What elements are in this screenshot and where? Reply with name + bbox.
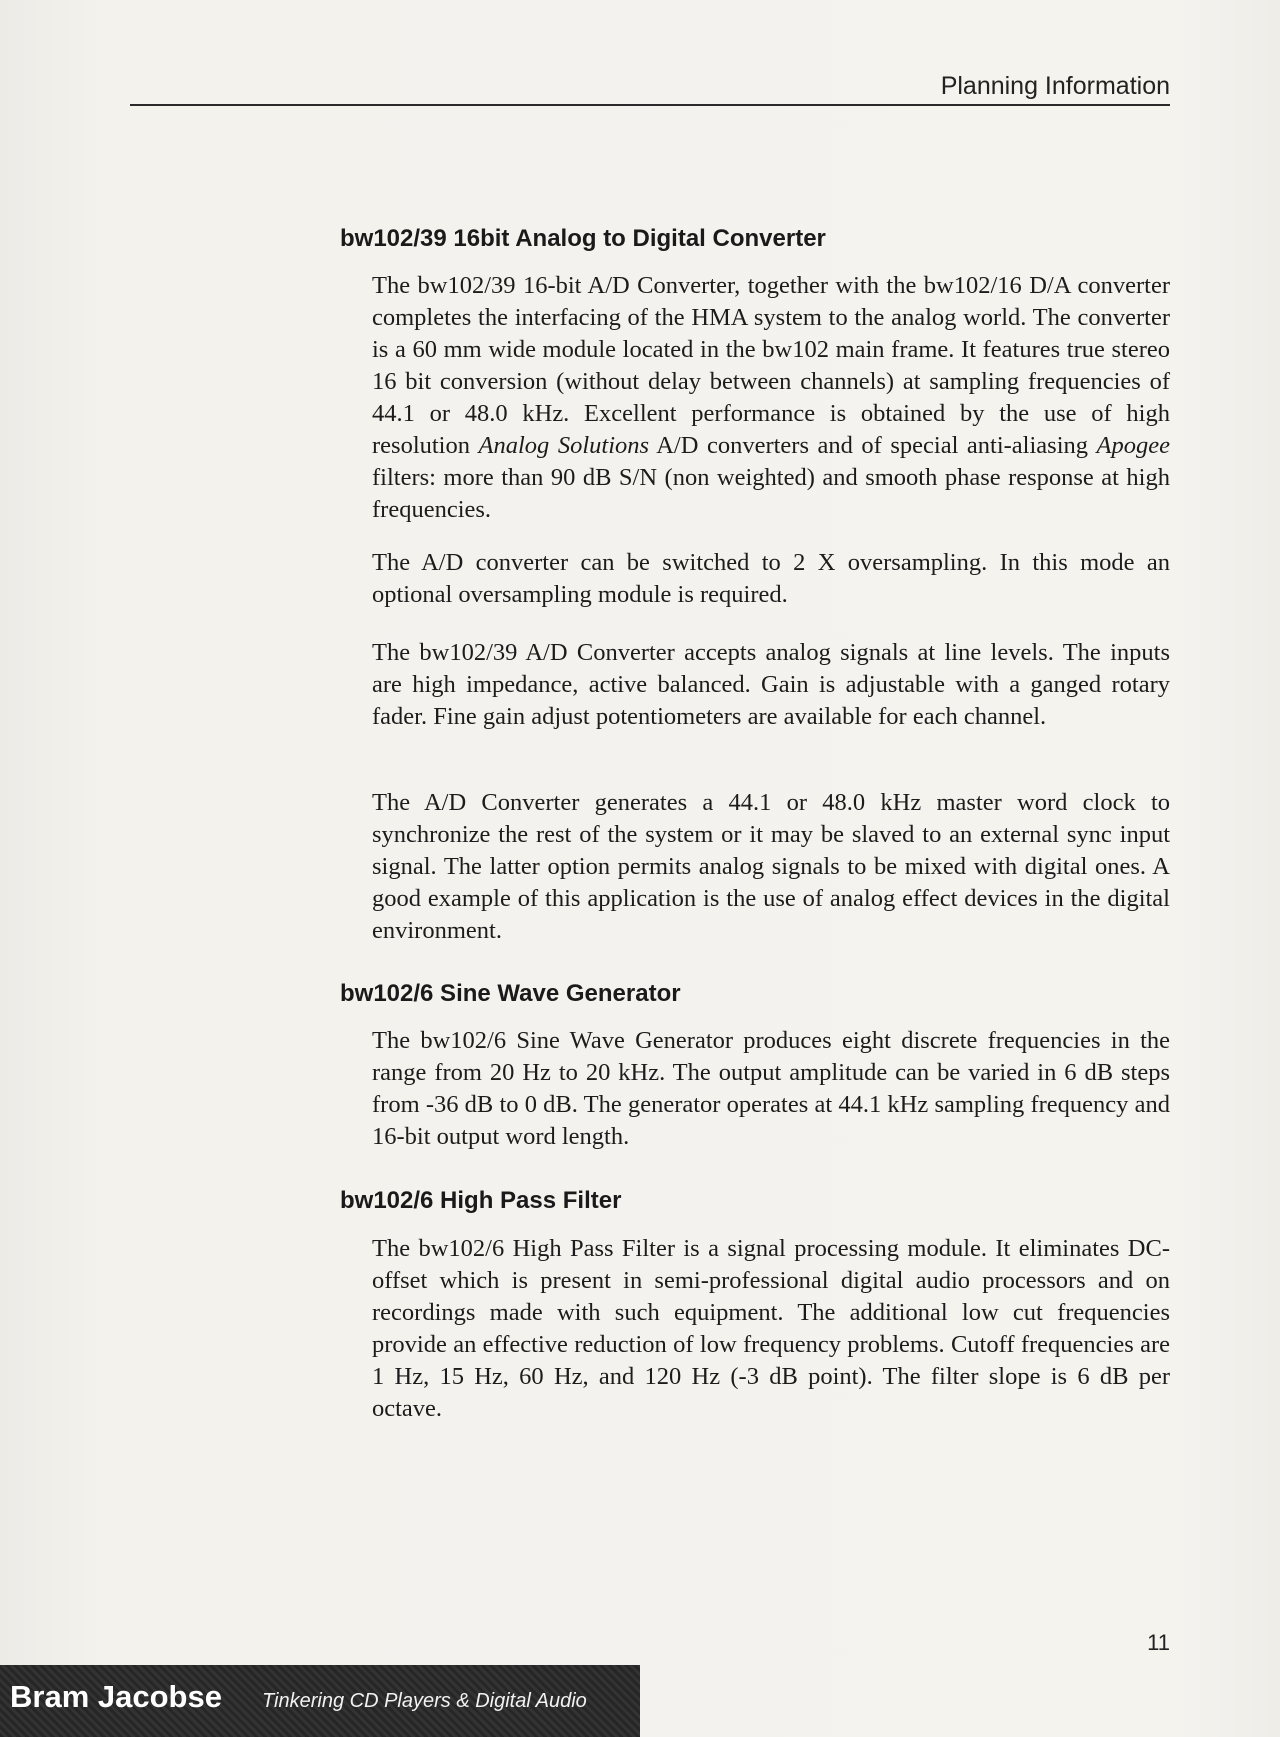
footer-author-name: Bram Jacobse xyxy=(10,1679,222,1714)
paragraph-text: A/D converters and of special anti-aliasing xyxy=(649,432,1097,459)
section-title-high-pass-filter: bw102/6 High Pass Filter xyxy=(340,1187,622,1214)
paragraph-high-pass-filter: The bw102/6 High Pass Filter is a signal processing module. It eliminates DC-offset which is present in semi-professional digital audio processors and on recordings made with such equipment. The additional low cut frequencies provide an effective reduction of low frequency problems. Cutoff frequencies are 1 Hz, 15 Hz, 60 Hz, and 120 Hz (-3 dB point). The filter slope is 6 dB per octave. xyxy=(372,1235,1170,1422)
emphasis-apogee: Apogee xyxy=(1096,432,1170,459)
paragraph-sine-generator: The bw102/6 Sine Wave Generator produces eight discrete frequencies in the range from 20 Hz to 20 kHz. The output amplitude can be varied in 6 dB steps from -36 dB to 0 dB. The generator operates at 44.1 kHz sampling frequency and 16-bit output word length. xyxy=(372,1027,1170,1150)
running-header: Planning Information xyxy=(940,72,1170,100)
paragraph-ad-wordclock: The A/D Converter generates a 44.1 or 48.0 kHz master word clock to synchronize the rest of the system or it may be slaved to an external sync input signal. The latter option permits analog signals to be mixed with digital ones. A good example of this application is the use of analog effect devices in the digital environment. xyxy=(372,789,1170,944)
paragraph-ad-oversampling: The A/D converter can be switched to 2 X oversampling. In this mode an optional oversampling module is required. xyxy=(372,549,1170,608)
section-title-ad-converter: bw102/39 16bit Analog to Digital Converter xyxy=(340,225,826,252)
emphasis-analog-solutions: Analog Solutions xyxy=(478,432,650,459)
footer-tagline: Tinkering CD Players & Digital Audio xyxy=(262,1690,587,1712)
section-title-sine-generator: bw102/6 Sine Wave Generator xyxy=(340,980,681,1007)
paragraph-text: filters: more than 90 dB S/N (non weighted) and smooth phase response at high frequencies. xyxy=(372,464,1170,523)
paragraph-text: The bw102/39 16-bit A/D Converter, together with the bw102/16 D/A converter completes the interfacing of the HMA system to the analog world. The converter is a 60 mm wide module located in the bw102 main frame. It features true stereo 16 bit conversion (without delay between channels) at sampling frequencies of 44.1 or 48.0 kHz. Excellent performance is obtained by the use of high resolution xyxy=(372,272,1170,459)
paragraph-ad-intro xyxy=(372,270,1170,526)
header-rule xyxy=(130,104,1170,106)
paragraph-ad-inputs: The bw102/39 A/D Converter accepts analog signals at line levels. The inputs are high impedance, active balanced. Gain is adjustable with a ganged rotary fader. Fine gain adjust potentiometers are available for each channel. xyxy=(372,639,1170,730)
page-number: 11 xyxy=(1147,1630,1170,1655)
